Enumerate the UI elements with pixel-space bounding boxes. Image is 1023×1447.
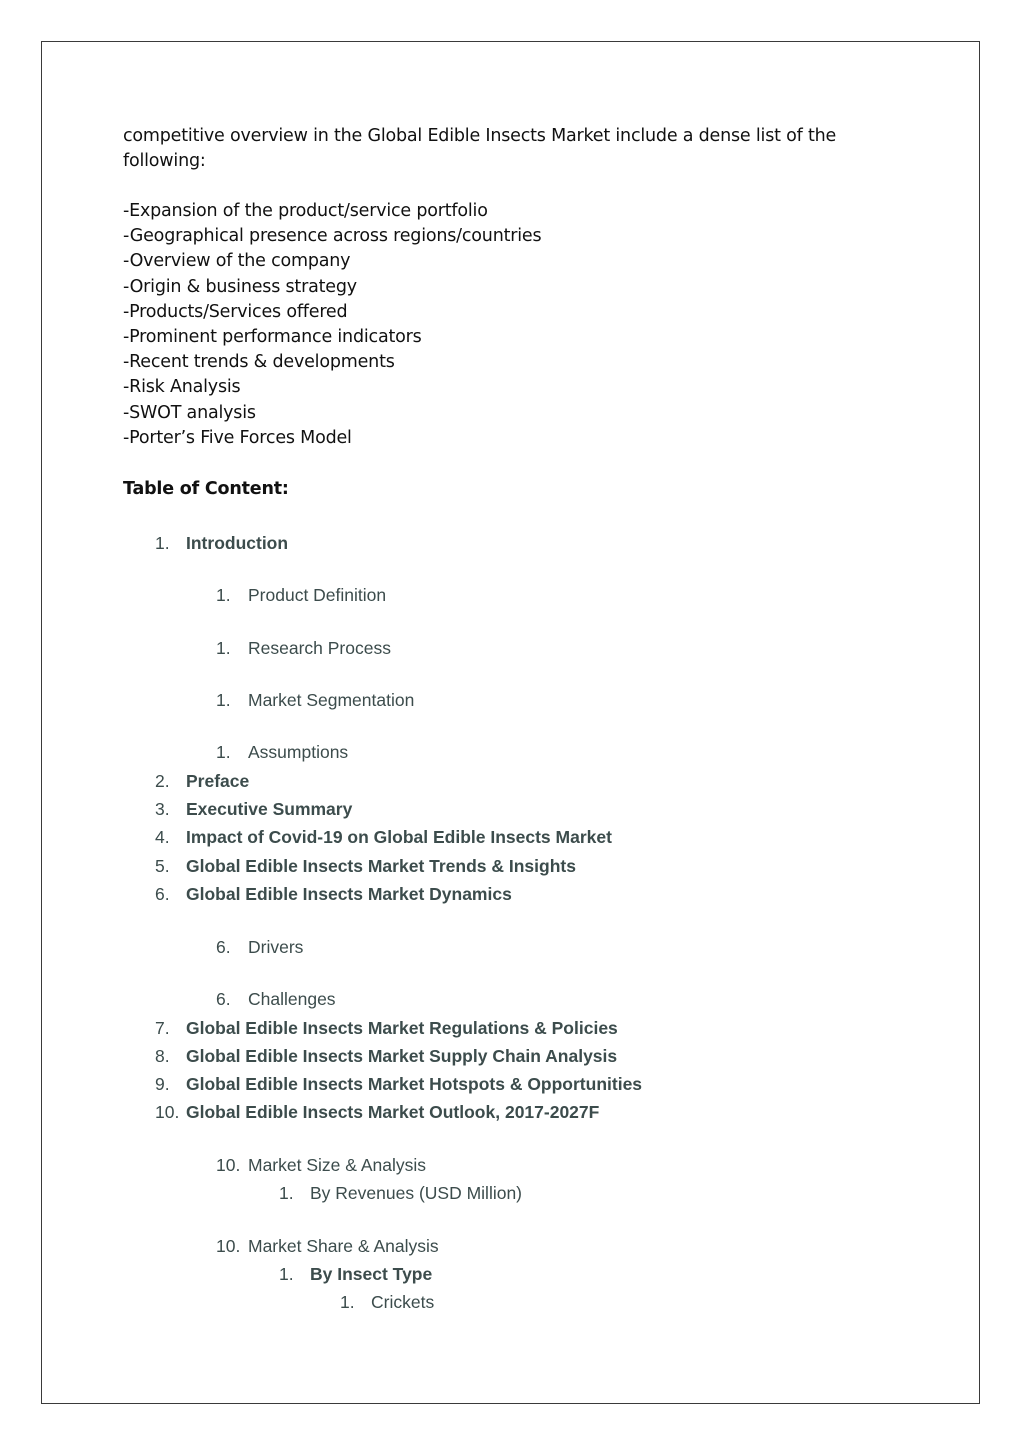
list-item: -Recent trends & developments (123, 352, 395, 373)
toc-number: 1. (216, 690, 231, 710)
toc-item (155, 1045, 618, 1067)
toc-number: 1. (216, 585, 231, 605)
list-item: -Geographical presence across regions/countries (123, 226, 542, 247)
list-item: -Porter’s Five Forces Model (123, 427, 352, 448)
toc-subitem (216, 637, 391, 659)
toc-label: By Revenues (USD Million) (310, 1183, 523, 1203)
toc-subitem (216, 936, 304, 958)
toc-item (155, 770, 250, 792)
toc-label: Global Edible Insects Market Regulations & Policies (186, 1018, 618, 1038)
toc-label: Product Definition (248, 585, 387, 605)
list-item: -SWOT analysis (123, 402, 256, 423)
toc-number: 7. (155, 1018, 170, 1038)
intro-paragraph: competitive overview in the Global Edible Insects Market include a dense list of the following: (123, 126, 837, 171)
toc-subitem (340, 1291, 435, 1313)
toc-item (155, 532, 289, 554)
toc-number: 6. (216, 937, 231, 957)
toc-label: Crickets (371, 1292, 435, 1312)
list-item: -Origin & business strategy (123, 276, 357, 297)
toc-number: 1. (279, 1183, 294, 1203)
toc-label: Global Edible Insects Market Hotspots & Opportunities (186, 1074, 643, 1094)
toc-number: 10. (155, 1102, 180, 1122)
toc-number: 5. (155, 856, 170, 876)
toc-label: Market Segmentation (248, 690, 415, 710)
toc-subitem (216, 689, 415, 711)
toc-number: 6. (216, 989, 231, 1009)
toc-subitem (216, 741, 349, 763)
toc-number: 1. (155, 533, 170, 553)
toc-item (155, 826, 612, 848)
toc-label: Global Edible Insects Market Outlook, 2017-2027F (186, 1102, 600, 1122)
toc-number: 8. (155, 1046, 170, 1066)
toc-subitem (216, 988, 336, 1010)
toc-subitem (216, 1235, 439, 1257)
list-item: -Risk Analysis (123, 377, 241, 398)
toc-number: 10. (216, 1236, 241, 1256)
toc-label: Impact of Covid-19 on Global Edible Insects Market (186, 827, 612, 847)
toc-subitem (216, 1154, 426, 1176)
toc-label: By Insect Type (310, 1264, 433, 1284)
toc-label: Global Edible Insects Market Supply Chain Analysis (186, 1046, 618, 1066)
toc-label: Drivers (248, 937, 304, 957)
toc-number: 10. (216, 1155, 241, 1175)
toc-label: Introduction (186, 533, 289, 553)
toc-heading: Table of Content: (123, 479, 289, 499)
list-item: -Products/Services offered (123, 301, 348, 322)
toc-number: 3. (155, 799, 170, 819)
toc-number: 1. (216, 742, 231, 762)
toc-number: 6. (155, 884, 170, 904)
toc-subitem (279, 1263, 433, 1285)
toc-label: Research Process (248, 638, 391, 658)
list-item: -Prominent performance indicators (123, 327, 422, 348)
toc-subitem (216, 584, 387, 606)
feature-list (123, 199, 541, 451)
toc-label: Executive Summary (186, 799, 353, 819)
toc-item (155, 1101, 600, 1123)
toc-label: Preface (186, 771, 250, 791)
toc-label: Challenges (248, 989, 336, 1009)
toc-label: Market Size & Analysis (248, 1155, 426, 1175)
toc-number: 2. (155, 771, 170, 791)
toc-number: 1. (216, 638, 231, 658)
toc-item (155, 798, 353, 820)
list-item: -Expansion of the product/service portfolio (123, 201, 488, 221)
toc-number: 1. (340, 1292, 355, 1312)
toc-label: Global Edible Insects Market Dynamics (186, 884, 512, 904)
toc-item (155, 1073, 643, 1095)
toc-label: Assumptions (248, 742, 349, 762)
toc-number: 1. (279, 1264, 294, 1284)
toc-item (155, 1017, 618, 1039)
toc-label: Global Edible Insects Market Trends & Insights (186, 856, 576, 876)
toc-item (155, 883, 512, 905)
toc-subitem (279, 1182, 523, 1204)
toc-item (155, 855, 576, 877)
list-item: -Overview of the company (123, 251, 351, 272)
toc-number: 4. (155, 827, 170, 847)
toc-number: 9. (155, 1074, 170, 1094)
toc-label: Market Share & Analysis (248, 1236, 439, 1256)
